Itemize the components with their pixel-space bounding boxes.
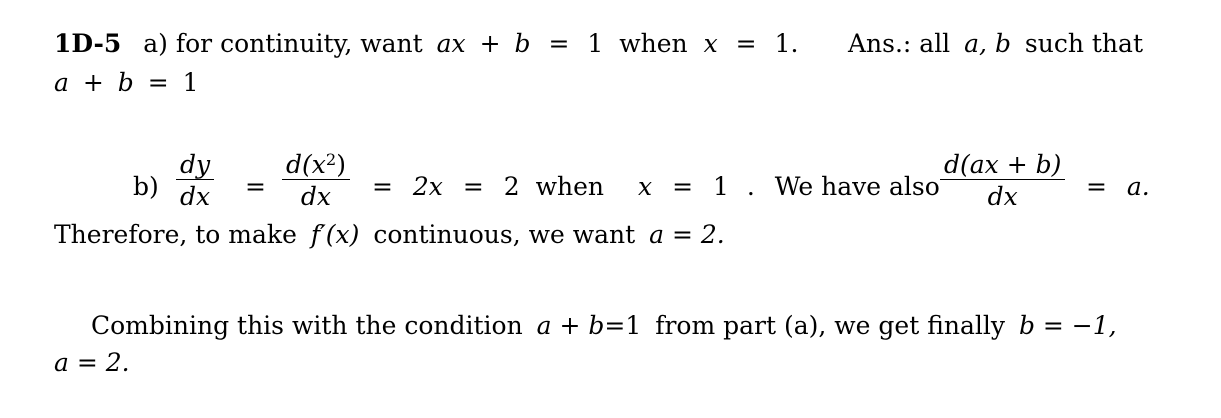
condition-eq: =1 (604, 311, 642, 340)
eq-sign-1: = (245, 172, 266, 201)
var-x-b: x (638, 172, 653, 201)
eq-sign-5: = (1086, 172, 1107, 201)
frac2-sup: 2 (325, 149, 337, 169)
fraction-dax-b-dx (940, 152, 1065, 209)
ab-vars: a, b (964, 29, 1011, 58)
frac1-denominator: dx (180, 182, 211, 211)
frac2-num-pre: d(x (286, 150, 326, 179)
period-b: . (746, 172, 755, 201)
fraction-dx2-dx (282, 149, 350, 211)
eq-b: b (514, 29, 531, 58)
eq-equals-2: = (735, 29, 757, 58)
part-a-lead: a) for continuity, want (143, 29, 423, 58)
therefore-lead: Therefore, to make (54, 220, 297, 249)
eq-one: 1 (587, 29, 604, 58)
frac2-denominator: dx (300, 182, 332, 211)
part-b-end (1086, 174, 1150, 199)
line2-b: b (117, 68, 134, 97)
we-have-also: We have also (774, 172, 940, 201)
frac3-denominator: dx (987, 182, 1018, 211)
eq-sign-4: = (672, 172, 694, 201)
eq-plus: + (479, 29, 501, 58)
frac2-numerator (282, 149, 350, 179)
when-word: when (619, 29, 688, 58)
problem-label: 1D-5 (54, 29, 122, 58)
line2-plus: + (82, 68, 104, 97)
frac3-numerator: d(ax + b) (944, 150, 1062, 179)
part-b-line-2 (54, 222, 725, 247)
line2-a: a (54, 68, 69, 97)
answer-text (848, 31, 1143, 56)
line2-one: 1 (182, 68, 199, 97)
eq-sign-3: = (462, 172, 484, 201)
var-x: x (703, 29, 718, 58)
conclusion-mid: from part (a), we get finally (655, 311, 1005, 340)
continuous-text: continuous, we want (373, 220, 636, 249)
conclusion-line-2: a = 2. (54, 348, 130, 377)
when-word-b: when (535, 172, 605, 201)
conclusion-lead: Combining this with the condition (91, 311, 523, 340)
eq-equals: = (548, 29, 570, 58)
frac1-numerator: dy (180, 150, 211, 179)
one-value-b: 1 (712, 172, 729, 201)
conclusion-line-1 (91, 313, 1117, 338)
line2-eq: = (147, 68, 169, 97)
ans-label: Ans.: all (847, 29, 951, 58)
a-period: a. (1126, 172, 1150, 201)
fraction-dy-dx (176, 152, 214, 209)
frac2-num-post: ) (336, 150, 346, 179)
such-that: such that (1024, 29, 1143, 58)
part-a-line-2 (54, 70, 199, 95)
part-b-middle (372, 174, 940, 199)
f-prime: f′(x) (310, 220, 360, 249)
a-equals-2: a = 2. (649, 220, 725, 249)
two-x: 2x (412, 172, 443, 201)
b-equals: b = −1, (1018, 311, 1117, 340)
one-period: 1. (774, 29, 799, 58)
part-a-line-1 (54, 31, 798, 56)
condition-expr: a + b (536, 311, 605, 340)
eq-ax: ax (436, 29, 466, 58)
eq-sign-2: = (372, 172, 393, 201)
part-b-label: b) (133, 172, 159, 201)
two-value: 2 (503, 172, 520, 201)
